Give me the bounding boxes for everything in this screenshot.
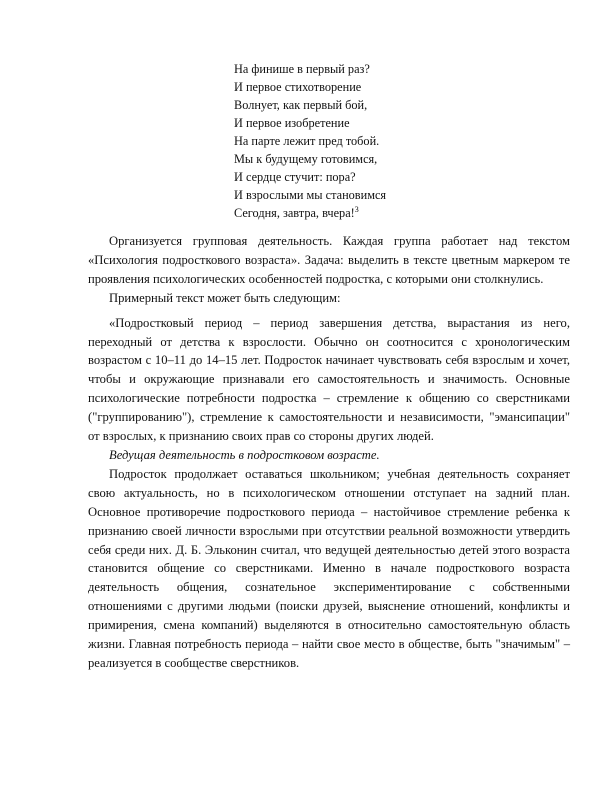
footnote-mark: 3 — [354, 204, 359, 214]
poem-line: И первое стихотворение — [234, 80, 362, 94]
paragraph-sample-intro: Примерный текст может быть следующим: — [109, 290, 341, 305]
poem-line: На финише в первый раз? — [234, 62, 370, 76]
paragraph-adolescence-period: «Подростковый период – период завершения детства, вырастания из него, переходный от детства к взрослости. Обычно он соотносится с хронологическим возрастом с 10–11 до 14–15 лет. Подросток начинает чувствовать себя взрослым и хочет, чтобы и окружающие признавали его самостоятельность и значимость. Основные психологические потребности подростка – стремление к общению со сверстниками ("группированию"), стремление к самостоятельности и независимости, "эмансипации" от взрослых, к признанию своих прав со стороны других людей. — [88, 315, 570, 444]
poem-line-text: Сегодня, завтра, вчера! — [234, 206, 355, 220]
poem-line: И сердце стучит: пора? — [234, 170, 356, 184]
body-text — [88, 232, 570, 673]
poem-line: И взрослыми мы становимся — [234, 188, 387, 202]
poem-line: Волнует, как первый бой, — [234, 98, 368, 112]
poem-line: Мы к будущему готовимся, — [234, 152, 378, 166]
poem-line-last — [234, 204, 386, 222]
poem-line: И первое изобретение — [234, 116, 350, 130]
paragraph-group-activity: Организуется групповая деятельность. Каждая группа работает над текстом «Психология подросткового возраста». Задача: выделить в тексте цветным маркером те проявления психологических особенностей подростка, с которыми они столкнулись. — [88, 234, 570, 286]
poem-block — [234, 60, 386, 222]
poem-line: На парте лежит пред тобой. — [234, 134, 380, 148]
paragraph-leading-activity: Подросток продолжает оставаться школьником; учебная деятельность сохраняет свою актуальность, но в психологическом отношении отступает на задний план. Основное противоречие подросткового периода – настойчивое стремление ребенка к признанию своей личности взрослыми при отсутствии реальной возможности утвердить себя среди них. Д. Б. Эльконин считал, что ведущей деятельностью детей этого возраста становится общение со сверстниками. Именно в начале подросткового возраста деятельность общения, сознательное экспериментирование с собственными отношениями с другими людьми (поиски друзей, выяснение отношений, конфликты и примирения, смена компаний) выделяются в относительно самостоятельную область жизни. Главная потребность периода – найти свое место в обществе, быть "значимым" – реализуется в сообществе сверстников. — [88, 466, 570, 670]
section-heading-leading-activity: Ведущая деятельность в подростковом возрасте. — [109, 447, 380, 462]
